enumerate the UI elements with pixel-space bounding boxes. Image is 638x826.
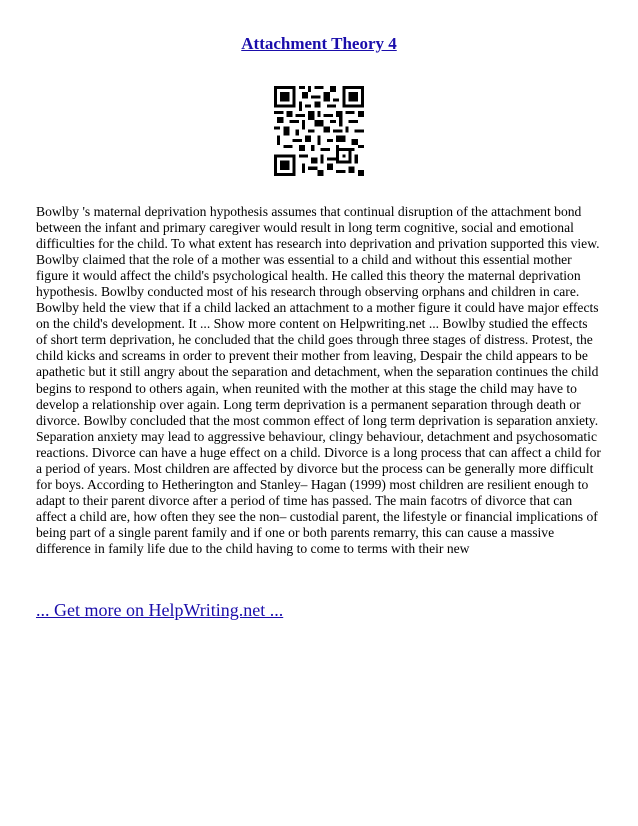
document-title	[0, 33, 638, 55]
essay-body-text: Bowlby 's maternal deprivation hypothesis assumes that continual disruption of the attachment bond between the infant and primary caregiver would result in long term cognitive, social and emotional difficulties for the child. To what extent has research into deprivation and privation supported this view. Bowlby claimed that the role of a mother was essential to a child and without this essential mother figure it would affect the child's psychological health. He called this theory the maternal deprivation hypothesis. Bowlby conducted most of his research through observing orphans and children in care. Bowlby held the view that if a child lacked an attachment to a mother figure it could have major effects on the child's development. It ... Show more content on Helpwriting.net ... Bowlby studied the effects of short term deprivation, he concluded that the child goes through three stages of distress. Protest, the child kicks and screams in order to prevent their mother from leaving, Despair the child appears to be apathetic but it still angry about the separation and detachment, when the separation continues the child begins to respond to others again, when reunited with the mother at this stage the child may have to develop a relationship over again. Long term deprivation is a permanent separation through death or divorce. Bowlby concluded that the most common effect of long term deprivation is separation anxiety. Separation anxiety may lead to aggressive behaviour, clingy behaviour, detachment and psychosomatic reactions. Divorce can have a huge effect on a child. Divorce is a long process that can affect a child for a period of years. Most children are affected by divorce but the process can be generally more difficult for boys. According to Hetherington and Stanley– Hagan (1999) most children are resilient enough to adapt to their parent divorce after a period of time has passed. The main facotrs of divorce that can affect a child are, how often they see the non– custodial parent, the lifestyle or financial implications of being part of a single parent family and if one or both parents remarry, this can cause a massive difference in family life due to the child having to come to terms with their new	[36, 204, 601, 556]
get-more-link-container	[36, 598, 283, 622]
qr-code-icon	[274, 86, 364, 176]
get-more-link[interactable]: ... Get more on HelpWriting.net ...	[36, 600, 284, 620]
title-link[interactable]: Attachment Theory 4	[241, 34, 397, 53]
